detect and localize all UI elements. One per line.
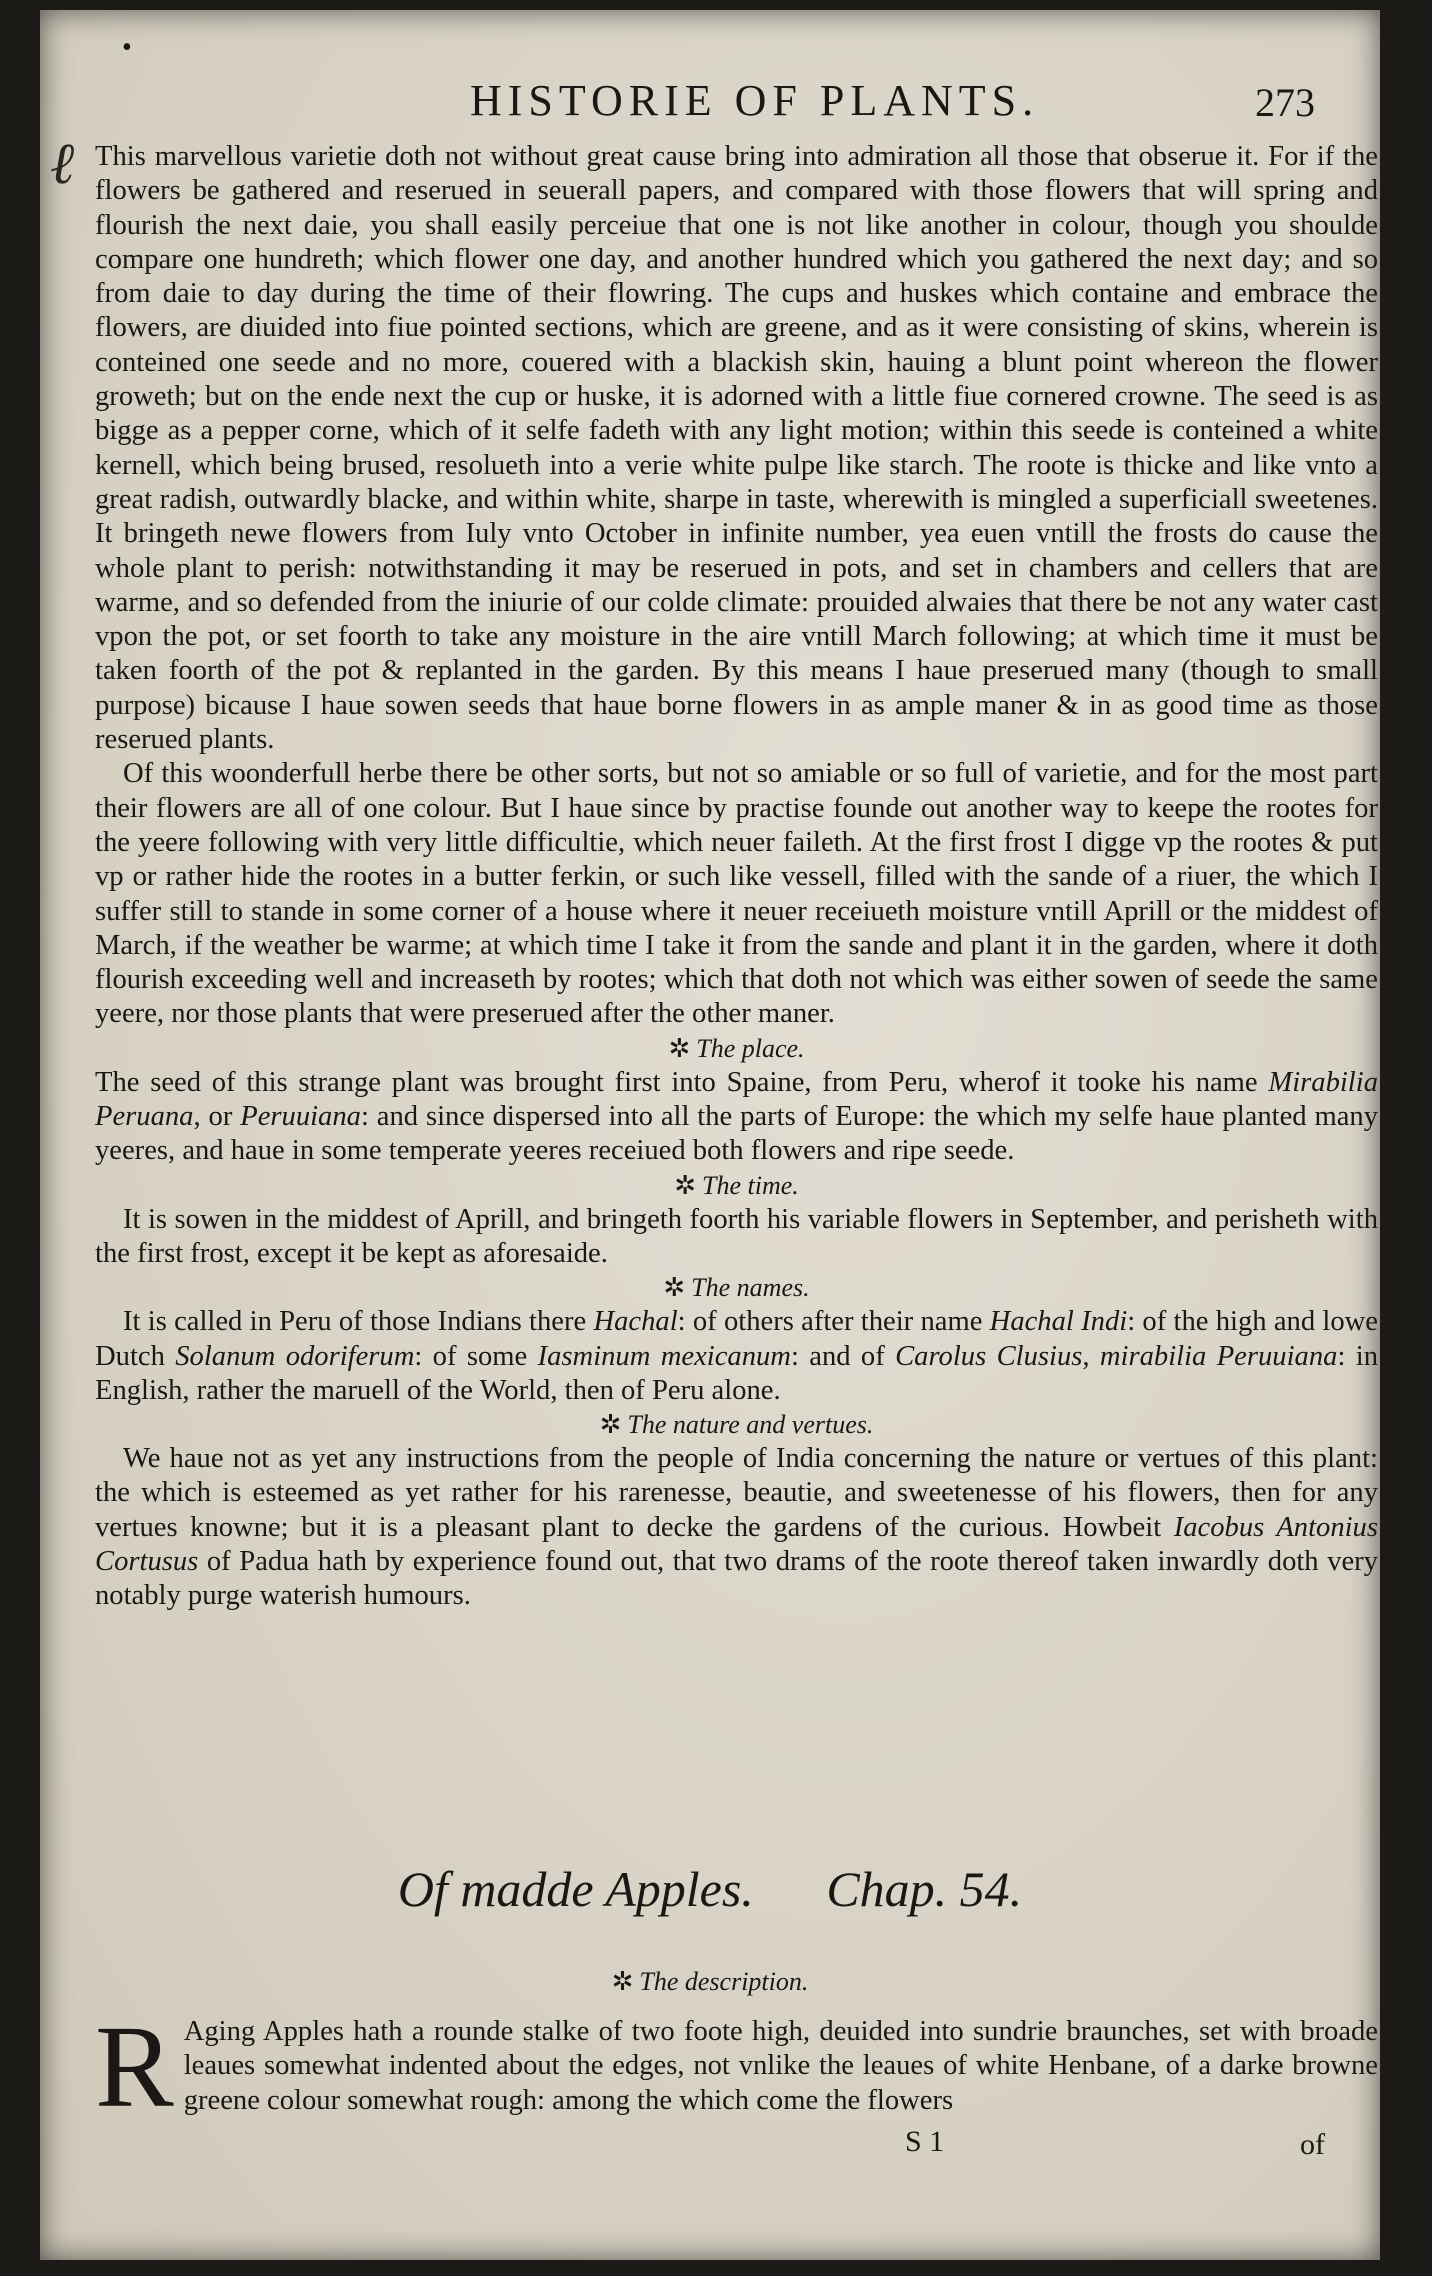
paragraph-varietie: This marvellous varietie doth not without great cause bring into admiration all those that obserue it. For if the flowers be gathered and reserued in seuerall papers, and compared with those flowers that will spring and flourish the next daie, you shall easily perceiue that one is not like another in colour, though you shoulde compare one hundreth; which flower one day, and another hundred which you gathered the next day; and so from daie to day during the time of their flowring. The cups and huskes which containe and embrace the flowers, are diuided into fiue pointed sections, which are greene, and as it were consisting of skins, wherein is conteined one seede and no more, couered with a blackish skin, hauing a blunt point whereon the flower groweth; but on the ende next the cup or huske, it is adorned with a little fiue cornered crowne. The seed is as bigge as a pepper corne, which of it selfe fadeth with any light motion; within this seede is conteined a white kernell, which being brused, resolueth into a verie white pulpe like starch. The roote is thicke and like vnto a great radish, outwardly blacke, and within white, sharpe in taste, wherewith is mingled a superficiall sweetenes. It bringeth newe flowers from Iuly vnto October in infinite number, yea euen vntill the frosts do cause the whole plant to perish: notwithstanding it may be reserued in pots, and set in chambers and cellers that are warme, and so defended from the iniurie of our colde climate: prouided alwaies that there be not any water cast vpon the pot, or set foorth to take any moisture in the aire vntill March following; at which time it must be taken foorth of the pot & replanted in the garden. By this means I haue preserued many (though to small purpose) bicause I haue sowen seeds that haue borne flowers in as ample maner & in as good time as those reserued plants. (95, 141, 1378, 756)
chapter-heading (40, 1860, 1380, 1918)
text-run: It is called in Peru of those Indians there (123, 1306, 594, 1338)
chapter-title: Of madde Apples. (397, 1861, 754, 1917)
heading-text: The time. (702, 1170, 799, 1200)
ornament-icon: ✲ (674, 1170, 697, 1200)
ornament-icon: ✲ (663, 1273, 686, 1303)
section-heading-description (40, 1965, 1380, 1999)
text-run: : and since dispersed into all the parts of Europe: the which my selfe haue planted many yeeres, and haue in some temperate yeeres receiued both flowers and ripe seede. (95, 1101, 1379, 1167)
page-number: 273 (1255, 80, 1315, 125)
section-heading-vertues (95, 1408, 1378, 1442)
italic-name: Mirabilia Peruana (95, 1066, 1378, 1133)
body-text (95, 140, 1378, 1614)
paragraph-place (95, 1066, 1378, 1169)
catchword: of (1300, 2128, 1325, 2161)
italic-name: Hachal Indi (989, 1306, 1128, 1338)
paragraph-time: It is sowen in the middest of Aprill, and bringeth foorth his variable flowers in September, and perisheth with the first frost, except it be kept as aforesaide. (95, 1203, 1378, 1269)
text-run: The seed of this strange plant was brought first into Spaine, from Peru, wherof it tooke his name (95, 1066, 1269, 1098)
section-heading-time (95, 1169, 1378, 1203)
paragraph-names (95, 1305, 1378, 1408)
handwritten-margin-mark: ℓ (50, 131, 75, 196)
ink-dot: • (122, 32, 132, 63)
chapter-number: Chap. 54. (826, 1861, 1023, 1917)
heading-text: The nature and vertues. (627, 1410, 874, 1440)
section-heading-names (95, 1271, 1378, 1305)
paragraph-other-sorts: Of this woonderfull herbe there be other sorts, but not so amiable or so full of varietie, and for the most part their flowers are all of one colour. But I haue since by practise founde out another way to keepe the rootes for the yeere following with very little difficultie, which neuer faileth. At the first frost I digge vp the rootes & put vp or rather hide the rootes in a butter ferkin, or such like vessell, filled with the sande of a riuer, the which I suffer still to stande in some corner of a house where it neuer receiueth moisture vntill Aprill or the middest of March, if the weather be warme; at which time I take it from the sande and plant it in the garden, where it doth flourish exceeding well and increaseth by rootes; which that doth not which was either sowen of seede the same yeere, nor those plants that were preserued after the other maner. (95, 758, 1378, 1030)
book-page (40, 10, 1380, 2260)
italic-name: Solanum odoriferum (175, 1340, 415, 1372)
text-run: of Padua hath by experience found out, that two drams of the roote thereof taken inwardly doth very notably purge waterish humours. (95, 1545, 1378, 1612)
text-run: , or (193, 1101, 241, 1133)
italic-name: Carolus Clusius, mirabilia Peruuiana (895, 1340, 1338, 1372)
text-run: : in English, rather the maruell of the World, then of Peru alone. (95, 1340, 1378, 1406)
italic-name: Iasminum mexicanum (537, 1340, 791, 1372)
italic-name: Iacobus Antonius Cortusus (95, 1511, 1378, 1577)
ornament-icon: ✲ (668, 1033, 691, 1063)
section-heading-place (95, 1032, 1378, 1066)
heading-text: The place. (696, 1033, 805, 1063)
italic-name: Peruuiana (240, 1101, 361, 1133)
text-run: : of others after their name (677, 1306, 990, 1338)
text-run: We haue not as yet any instructions from the people of India concerning the nature or vertues of this plant: the which is esteemed as yet rather for his rarenesse, beautie, and sweetenesse of his flowers, then for any vertues knowne; but it is a pleasant plant to decke the gardens of the curious. Howbeit (95, 1443, 1378, 1543)
running-title: HISTORIE OF PLANTS. (470, 76, 1040, 125)
text-run: : of some (414, 1340, 538, 1372)
ornament-icon: ✲ (611, 1967, 634, 1996)
page-header (100, 75, 1340, 135)
text-run: : and of (790, 1340, 896, 1372)
italic-name: Hachal (593, 1306, 678, 1338)
drop-cap: R (95, 2001, 174, 2132)
ornament-icon: ✲ (599, 1410, 622, 1440)
paragraph-vertues (95, 1442, 1378, 1613)
description-text: Aging Apples hath a rounde stalke of two foote high, deuided into sundrie braunches, set with broade leaues somewhat indented about the edges, not vnlike the leaues of white Henbane, of a darke browne greene colour somewhat rough: among the which come the flowers (183, 2016, 1378, 2116)
paragraph-description (95, 2001, 1378, 2132)
signature-mark: S 1 (905, 2125, 945, 2158)
heading-text: The names. (691, 1273, 810, 1303)
text-run: : of the high and lowe Dutch (95, 1306, 1378, 1372)
heading-text: The description. (639, 1967, 809, 1996)
